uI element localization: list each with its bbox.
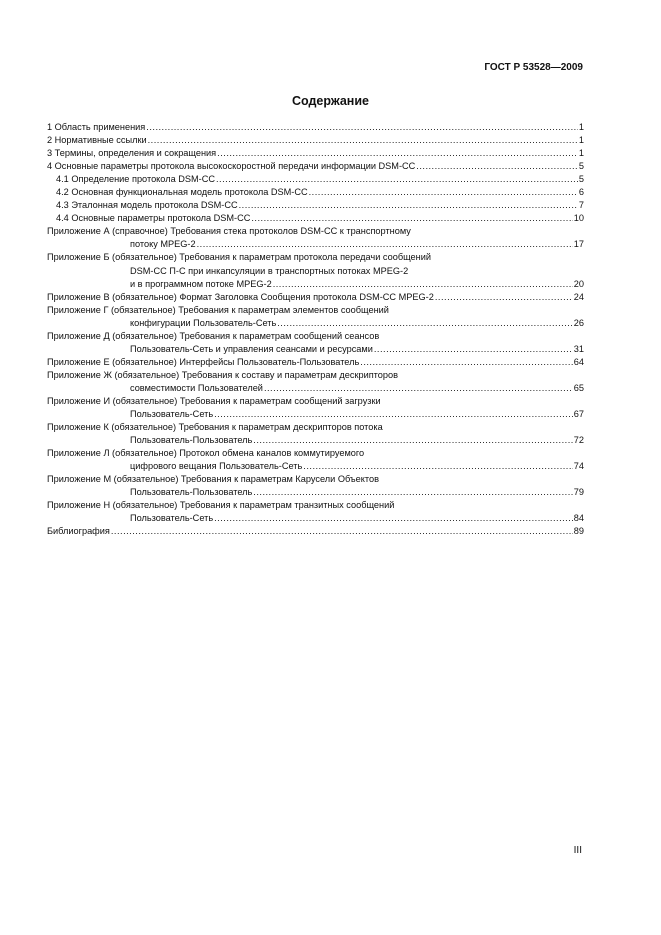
toc-page-number: 5 (578, 161, 584, 172)
toc-page-number: 1 (578, 148, 584, 159)
toc-entry-line[interactable] (47, 121, 584, 134)
toc-entry-line[interactable] (47, 212, 584, 225)
toc-entry-line[interactable] (47, 421, 584, 434)
toc-entry-title: 4.2 Основная функциональная модель протокола DSM-CC (56, 187, 308, 198)
toc-leader-dots (277, 317, 573, 330)
toc-leader-dots (309, 186, 578, 199)
toc-entry-line[interactable] (47, 265, 584, 278)
toc-entry-title: Приложение М (обязательное) Требования к параметрам Карусели Объектов (47, 474, 380, 485)
toc-leader-dots (251, 212, 572, 225)
toc-entry-line[interactable] (47, 238, 584, 251)
toc-page-number: 1 (578, 122, 584, 132)
toc-page-number: 89 (573, 526, 584, 537)
toc-entry-title: Библиография (47, 526, 110, 537)
toc-leader-dots (264, 382, 573, 395)
toc-leader-dots (253, 486, 572, 499)
toc-entry-title: Пользователь-Сеть (130, 513, 214, 524)
toc-entry-title: Пользователь-Сеть и управления сеансами и ресурсами (130, 343, 373, 354)
toc-leader-dots (217, 147, 578, 160)
toc-leader-dots (303, 460, 572, 473)
toc-leader-dots (216, 173, 578, 186)
toc-page-number: 6 (578, 187, 584, 198)
toc-entry-line[interactable] (47, 369, 584, 382)
toc-page-number: 1 (578, 135, 584, 146)
toc-leader-dots (214, 408, 573, 421)
toc-entry-line[interactable] (47, 330, 584, 343)
toc-entry-line[interactable] (47, 356, 584, 369)
toc-entry-line[interactable] (47, 199, 584, 212)
toc-entry-line[interactable] (47, 304, 584, 317)
toc-leader-dots (435, 291, 573, 304)
toc-page-number: 10 (573, 213, 584, 224)
toc-entry-title: Приложение И (обязательное) Требования к параметрам сообщений загрузки (47, 395, 381, 406)
toc-entry-line[interactable] (47, 460, 584, 473)
toc-entry-line[interactable] (47, 291, 584, 304)
toc-page-number: 7 (578, 200, 584, 211)
toc-entry-title: Пользователь-Сеть (130, 409, 214, 420)
toc-leader-dots (197, 238, 573, 251)
toc-entry-line[interactable] (47, 512, 584, 525)
toc-entry-title: цифрового вещания Пользователь-Сеть (130, 461, 303, 472)
toc-entry-title: Приложение Г (обязательное) Требования к параметрам элементов сообщений (47, 304, 389, 315)
toc-entry-line[interactable] (47, 525, 584, 538)
page-number: III (573, 845, 582, 856)
toc-entry-title: Пользователь-Пользователь (130, 487, 253, 498)
toc-leader-dots (214, 512, 573, 525)
toc-leader-dots (253, 434, 572, 447)
toc-page-number: 79 (573, 487, 584, 498)
toc-entry-line[interactable] (47, 251, 584, 264)
toc-page-number: 5 (578, 174, 584, 185)
toc-entry-line[interactable] (47, 499, 584, 512)
toc-entry-title: 2 Нормативные ссылки (47, 135, 147, 146)
toc-entry-title: Приложение Е (обязательное) Интерфейсы Пользователь-Пользователь (47, 356, 360, 367)
toc-page-number: 24 (573, 291, 584, 302)
toc-entry-title: 4.1 Определение протокола DSM-CC (56, 174, 215, 185)
toc-entry-title: и в программном потоке MPEG-2 (130, 278, 272, 289)
toc-entry-line[interactable] (47, 486, 584, 499)
toc-entry-title: 4.3 Эталонная модель протокола DSM-CC (56, 200, 238, 211)
toc-entry-line[interactable] (47, 147, 584, 160)
toc-page-number: 65 (573, 382, 584, 393)
page-title: Содержание (291, 94, 369, 108)
toc-entry-line[interactable] (47, 434, 584, 447)
toc-leader-dots (111, 525, 573, 538)
toc-entry-title: 4 Основные параметры протокола высокоскоростной передачи информации DSM-CC (47, 161, 416, 172)
toc-leader-dots (239, 199, 578, 212)
toc-page-number: 72 (573, 435, 584, 446)
toc-entry-title: совместимости Пользователей (130, 382, 263, 393)
toc-entry-title: Приложение Б (обязательное) Требования к параметрам протокола передачи сообщений (47, 252, 431, 263)
toc-page-number: 67 (573, 409, 584, 420)
toc-entry-line[interactable] (47, 447, 584, 460)
toc-entry-line[interactable] (47, 317, 584, 330)
table-of-contents (47, 121, 584, 539)
toc-entry-line[interactable] (47, 278, 584, 291)
toc-page-number: 64 (573, 356, 584, 367)
toc-entry-title: Пользователь-Пользователь (130, 435, 253, 446)
toc-entry-line[interactable] (47, 382, 584, 395)
toc-entry-title: Приложение Д (обязательное) Требования к параметрам сообщений сеансов (47, 330, 380, 341)
toc-entry-line[interactable] (47, 160, 584, 173)
toc-entry-title: конфигурации Пользователь-Сеть (130, 317, 277, 328)
toc-leader-dots (273, 278, 573, 291)
toc-page-number: 74 (573, 461, 584, 472)
toc-entry-title: Приложение К (обязательное) Требования к параметрам дескрипторов потока (47, 422, 383, 433)
toc-entry-title: 4.4 Основные параметры протокола DSM-CC (56, 213, 251, 224)
toc-leader-dots (374, 343, 573, 356)
toc-entry-title: Приложение В (обязательное) Формат Заголовка Сообщения протокола DSM-CC MPEG-2 (47, 291, 434, 302)
toc-entry-title: Приложение А (справочное) Требования стека протоколов DSM-CC к транспортному (47, 226, 411, 237)
toc-entry-title: потоку MPEG-2 (130, 239, 196, 250)
toc-entry-line[interactable] (47, 186, 584, 199)
toc-entry-line[interactable] (47, 408, 584, 421)
toc-entry-title: Приложение Н (обязательное) Требования к параметрам транзитных сообщений (47, 500, 395, 511)
toc-entry-line[interactable] (47, 134, 584, 147)
toc-entry-title: Приложение Л (обязательное) Протокол обмена каналов коммутируемого (47, 448, 365, 459)
toc-entry-title: Приложение Ж (обязательное) Требования к составу и параметрам дескрипторов (47, 369, 398, 380)
toc-entry-line[interactable] (47, 395, 584, 408)
standard-number: ГОСТ Р 53528—2009 (484, 62, 583, 73)
toc-page-number: 26 (573, 317, 584, 328)
toc-page-number: 31 (573, 343, 584, 354)
toc-leader-dots (416, 160, 578, 173)
toc-page-number: 84 (573, 513, 584, 524)
toc-leader-dots (148, 134, 578, 147)
toc-leader-dots (360, 356, 573, 369)
toc-page-number: 17 (573, 239, 584, 250)
toc-entry-line[interactable] (47, 225, 584, 238)
toc-leader-dots (146, 121, 578, 134)
toc-entry-title: DSM-CC П-С при инкапсуляции в транспортных потоках MPEG-2 (130, 265, 409, 276)
toc-entry-line[interactable] (47, 473, 584, 486)
toc-page-number: 20 (573, 278, 584, 289)
toc-entry-title: 1 Область применения (47, 122, 146, 132)
toc-entry-line[interactable] (47, 173, 584, 186)
toc-entry-line[interactable] (47, 343, 584, 356)
toc-entry-title: 3 Термины, определения и сокращения (47, 148, 217, 159)
